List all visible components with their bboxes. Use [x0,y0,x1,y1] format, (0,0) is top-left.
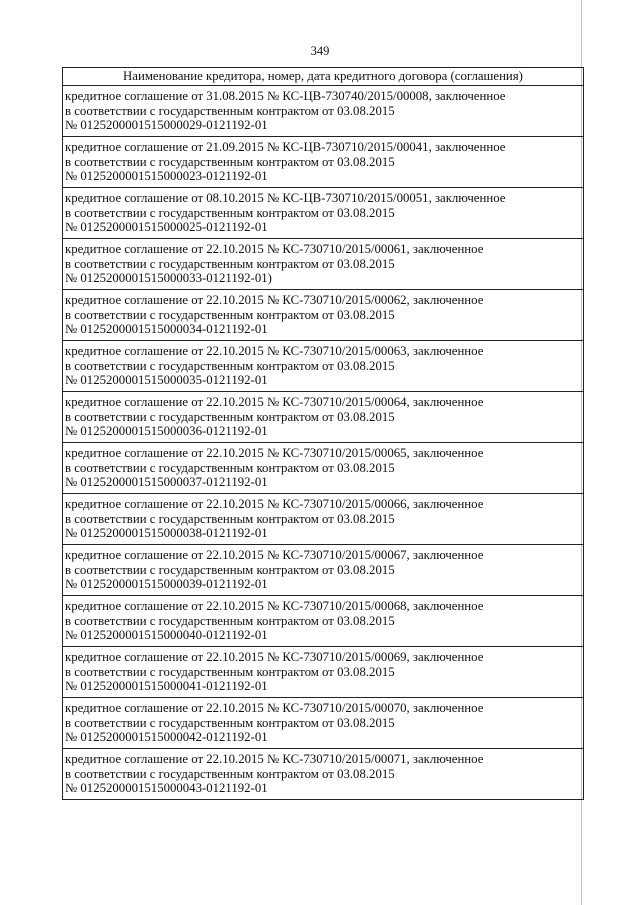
table-cell [63,188,584,239]
contract-number: № 0125200001515000025-0121192-01 [65,220,268,234]
contract-line: в соответствии с государственным контрактом от 03.08.2015 [65,613,395,628]
agreement-line: кредитное соглашение от 08.10.2015 № КС-ЦВ-730710/2015/00051, заключенное [65,191,506,205]
contract-number: № 0125200001515000038-0121192-01 [65,526,268,540]
contract-line: в соответствии с государственным контрактом от 03.08.2015 [65,307,395,322]
agreement-line: кредитное соглашение от 22.10.2015 № КС-730710/2015/00062, заключенное [65,293,484,307]
agreement-line: кредитное соглашение от 22.10.2015 № КС-730710/2015/00066, заключенное [65,497,484,511]
agreement-line: кредитное соглашение от 22.10.2015 № КС-730710/2015/00065, заключенное [65,446,484,460]
table-row [63,545,584,596]
contract-number: № 0125200001515000034-0121192-01 [65,322,268,336]
contract-number: № 0125200001515000029-0121192-01 [65,118,268,132]
contract-line: в соответствии с государственным контрактом от 03.08.2015 [65,358,395,373]
contract-line: в соответствии с государственным контрактом от 03.08.2015 [65,103,395,118]
contract-line: в соответствии с государственным контрактом от 03.08.2015 [65,460,395,475]
table-row [63,494,584,545]
agreement-line: кредитное соглашение от 22.10.2015 № КС-730710/2015/00063, заключенное [65,344,484,358]
agreement-line: кредитное соглашение от 21.09.2015 № КС-ЦВ-730710/2015/00041, заключенное [65,140,506,154]
table-row [63,239,584,290]
table-cell [63,494,584,545]
contract-line: в соответствии с государственным контрактом от 03.08.2015 [65,562,395,577]
contract-number: № 0125200001515000037-0121192-01 [65,475,268,489]
contract-number: № 0125200001515000033-0121192-01) [65,271,272,285]
contract-number: № 0125200001515000043-0121192-01 [65,781,268,795]
table-cell [63,341,584,392]
table-cell [63,239,584,290]
table-cell [63,86,584,137]
table-row [63,647,584,698]
table-row [63,86,584,137]
contract-number: № 0125200001515000039-0121192-01 [65,577,268,591]
contract-number: № 0125200001515000035-0121192-01 [65,373,268,387]
table-cell [63,290,584,341]
agreement-line: кредитное соглашение от 31.08.2015 № КС-ЦВ-730740/2015/00008, заключенное [65,89,506,103]
contract-line: в соответствии с государственным контрактом от 03.08.2015 [65,715,395,730]
table-row [63,749,584,800]
contract-number: № 0125200001515000023-0121192-01 [65,169,268,183]
contract-line: в соответствии с государственным контрактом от 03.08.2015 [65,511,395,526]
contract-line: в соответствии с государственным контрактом от 03.08.2015 [65,664,395,679]
table-cell [63,698,584,749]
table-row [63,341,584,392]
agreement-line: кредитное соглашение от 22.10.2015 № КС-730710/2015/00070, заключенное [65,701,484,715]
table-cell [63,443,584,494]
agreement-line: кредитное соглашение от 22.10.2015 № КС-730710/2015/00068, заключенное [65,599,484,613]
table-cell [63,749,584,800]
contract-number: № 0125200001515000042-0121192-01 [65,730,268,744]
agreement-line: кредитное соглашение от 22.10.2015 № КС-730710/2015/00069, заключенное [65,650,484,664]
table-row [63,443,584,494]
contract-number: № 0125200001515000036-0121192-01 [65,424,268,438]
table-row [63,596,584,647]
agreement-line: кредитное соглашение от 22.10.2015 № КС-730710/2015/00064, заключенное [65,395,484,409]
table-header-row [63,68,584,86]
table-header-creditor: Наименование кредитора, номер, дата кредитного договора (соглашения) [63,68,584,86]
table-row [63,137,584,188]
page-number: 349 [310,44,330,58]
table-cell [63,392,584,443]
creditors-table [62,67,584,800]
agreement-line: кредитное соглашение от 22.10.2015 № КС-730710/2015/00061, заключенное [65,242,484,256]
agreement-line: кредитное соглашение от 22.10.2015 № КС-730710/2015/00071, заключенное [65,752,484,766]
table-cell [63,647,584,698]
table-row [63,392,584,443]
contract-number: № 0125200001515000040-0121192-01 [65,628,268,642]
contract-line: в соответствии с государственным контрактом от 03.08.2015 [65,154,395,169]
table-row [63,290,584,341]
table-cell [63,137,584,188]
table-cell [63,545,584,596]
agreement-line: кредитное соглашение от 22.10.2015 № КС-730710/2015/00067, заключенное [65,548,484,562]
table-row [63,698,584,749]
contract-line: в соответствии с государственным контрактом от 03.08.2015 [65,205,395,220]
table-cell [63,596,584,647]
table-row [63,188,584,239]
contract-line: в соответствии с государственным контрактом от 03.08.2015 [65,256,395,271]
contract-line: в соответствии с государственным контрактом от 03.08.2015 [65,766,395,781]
contract-line: в соответствии с государственным контрактом от 03.08.2015 [65,409,395,424]
contract-number: № 0125200001515000041-0121192-01 [65,679,268,693]
